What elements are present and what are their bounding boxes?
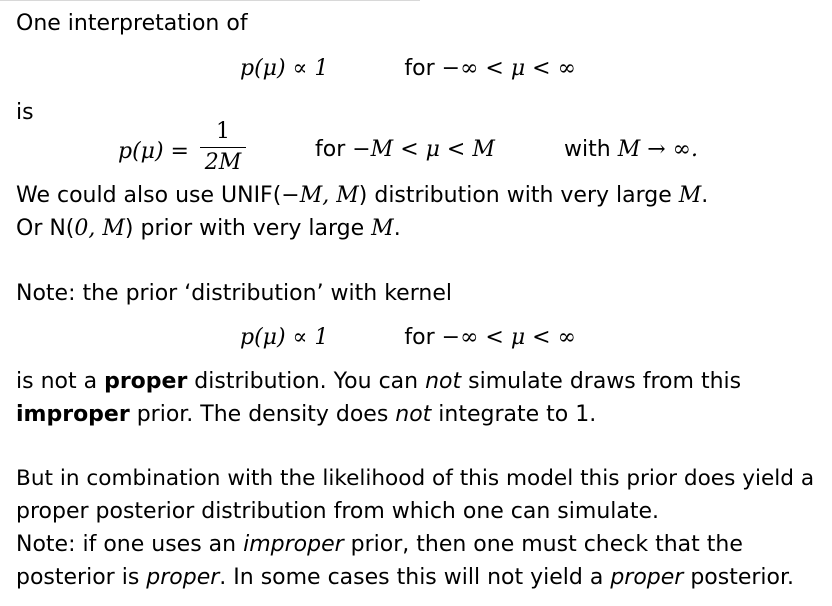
fraction-bar [200, 147, 246, 148]
note-kernel-text: Note: the prior ‘distribution’ with kernel [16, 281, 452, 306]
intro-text: One interpretation of [16, 11, 248, 36]
top-divider [0, 0, 420, 1]
formula-fraction [200, 121, 246, 174]
formula-uniform-limit: with M → ∞. [564, 137, 698, 162]
note-improper-text-2: posterior is proper. In some cases this will not yield a proper posterior. [16, 565, 795, 590]
not-proper-text: is not a proper distribution. You can not simulate draws from this [16, 369, 742, 394]
note-improper-text-1: Note: if one uses an improper prior, then one must check that the [16, 532, 743, 557]
is-text: is [16, 100, 34, 125]
combination-text-2: proper posterior distribution from which one can simulate. [16, 499, 660, 524]
unif-text: We could also use UNIF(−M, M) distribution with very large M. [16, 183, 709, 208]
formula-uniform-condition: for −M < μ < M [315, 137, 495, 162]
formula-for: for [404, 56, 435, 81]
combination-text-1: But in combination with the likelihood of this model this prior does yield a [16, 466, 815, 491]
formula-prior-flat [240, 58, 576, 80]
improper-text: improper prior. The density does not integrate to 1. [16, 402, 597, 427]
fraction-denominator: 2M [204, 150, 242, 175]
formula-kernel: p(μ) ∝ 1 for −∞ < μ < ∞ [240, 325, 576, 350]
formula-uniform-lhs: p(μ) = [118, 139, 189, 164]
normal-text: Or N(0, M) prior with very large M. [16, 216, 401, 241]
fraction-numerator: 1 [216, 119, 230, 144]
formula-condition: −∞ < μ < ∞ [441, 56, 576, 81]
formula-lhs: p(μ) ∝ 1 [240, 56, 329, 81]
